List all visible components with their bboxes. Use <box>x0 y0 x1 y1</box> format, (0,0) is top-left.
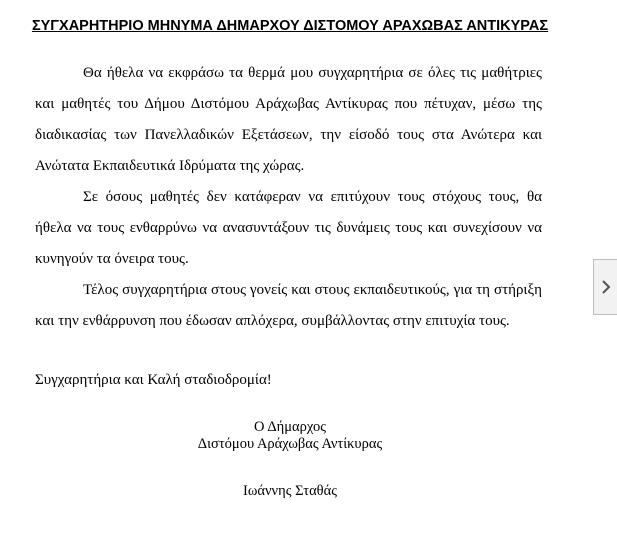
document-body <box>35 58 542 396</box>
spacer <box>35 337 542 365</box>
signature-role: Ο Δήμαρχος <box>254 419 326 435</box>
signature-name-block <box>0 483 580 500</box>
closing-line: Συγχαρητήρια και Καλή σταδιοδρομία! <box>35 372 272 388</box>
next-page-tab[interactable] <box>593 259 617 315</box>
paragraph: Τέλος συγχαρητήρια στους γονείς και στους εκπαιδευτικούς, για τη στήριξη και την ενθάρρυνση που έδωσαν απλόχερα, συμβάλλοντας στην επιτυχία τους. <box>35 282 542 329</box>
paragraph: Σε όσους μαθητές δεν κατάφεραν να επιτύχουν τους στόχους τους, θα ήθελα να τους ενθαρρύνω να ανασυντάξουν τις δυνάμεις τους και συνεχίσουν να κυνηγούν τα όνειρα τους. <box>35 189 542 267</box>
signature-name: Ιωάννης Σταθάς <box>243 483 337 499</box>
signature-block <box>0 419 580 453</box>
page-title: ΣΥΓΧΑΡΗΤΗΡΙΟ ΜΗΝΥΜΑ ΔΗΜΑΡΧΟΥ ΔΙΣΤΟΜΟΥ ΑΡΑΧΩΒΑΣ ΑΝΤΙΚΥΡΑΣ <box>31 18 549 34</box>
chevron-right-icon <box>601 279 611 295</box>
paragraph: Θα ήθελα να εκφράσω τα θερμά μου συγχαρητήρια σε όλες τις μαθήτριες και μαθητές του Δήμου Διστόμου Αράχωβας Αντίκυρας που πέτυχαν, μέσω της διαδικασίας των Πανελλαδικών Εξετάσεων, την είσοδό τους στα Ανώτερα και Ανώτατα Εκπαιδευτικά Ιδρύματα της χώρας. <box>35 65 542 174</box>
signature-municipality: Διστόμου Αράχωβας Αντίκυρας <box>197 436 383 452</box>
